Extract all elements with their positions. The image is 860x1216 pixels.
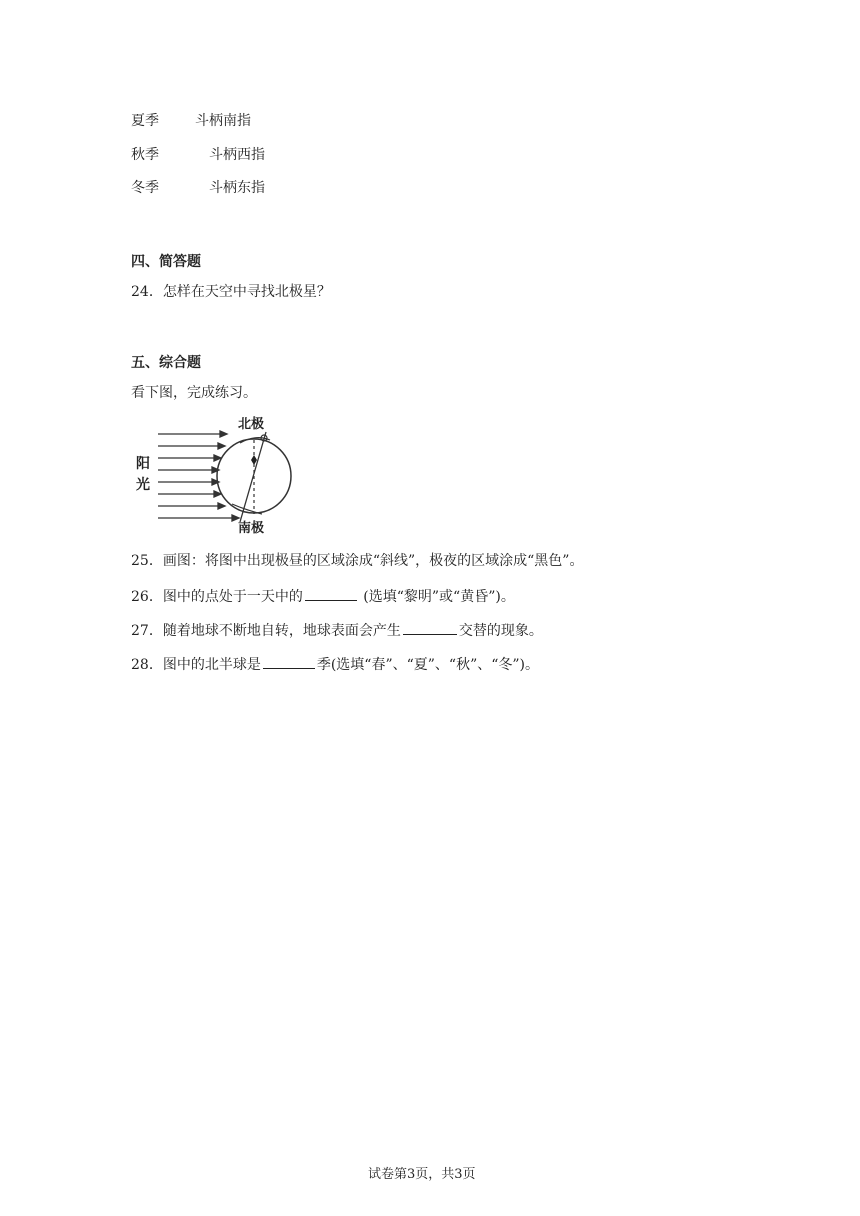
sunlight-arrows	[158, 431, 239, 521]
north-pole-label: 北极	[238, 417, 265, 432]
answer-blank-28[interactable]	[263, 654, 315, 669]
question-24: 24．怎样在天空中寻找北极星？	[131, 284, 331, 300]
question-28	[131, 654, 539, 674]
answer-blank-26[interactable]	[305, 586, 357, 601]
dipper-direction: 斗柄西指	[209, 147, 265, 163]
section-heading-comprehensive: 五、综合题	[131, 355, 201, 371]
season-label: 冬季	[131, 180, 159, 196]
question-28-tail: 季(选填“春”、“夏”、“秋”、“冬”)。	[316, 657, 540, 673]
answer-blank-27[interactable]	[403, 620, 457, 635]
season-label: 夏季	[131, 113, 159, 129]
question-25: 25．画图：将图中出现极昼的区域涂成“斜线”，极夜的区域涂成“黑色”。	[131, 553, 584, 569]
earth-axis	[240, 432, 266, 522]
question-27-text: 27．随着地球不断地自转，地球表面会产生	[131, 623, 401, 639]
dipper-direction: 斗柄南指	[195, 113, 251, 129]
page-footer: 试卷第3页，共3页	[368, 1167, 476, 1182]
south-pole-label: 南极	[238, 521, 265, 536]
marked-point	[251, 455, 257, 465]
season-label: 秋季	[131, 147, 159, 163]
sunlight-label-1: 阳	[136, 456, 150, 472]
question-26-tail: (选填“黎明”或“黄昏”)。	[358, 589, 515, 605]
sunlight-label-2: 光	[136, 477, 150, 493]
earth-sunlight-diagram	[128, 410, 308, 538]
question-27-tail: 交替的现象。	[458, 623, 543, 639]
section-intro: 看下图，完成练习。	[131, 385, 257, 401]
question-26	[131, 586, 515, 606]
question-26-text: 26．图中的点处于一天中的	[131, 589, 303, 605]
section-heading-short-answer: 四、简答题	[131, 254, 201, 270]
question-27	[131, 620, 543, 640]
dipper-direction: 斗柄东指	[209, 180, 265, 196]
question-28-text: 28．图中的北半球是	[131, 657, 261, 673]
